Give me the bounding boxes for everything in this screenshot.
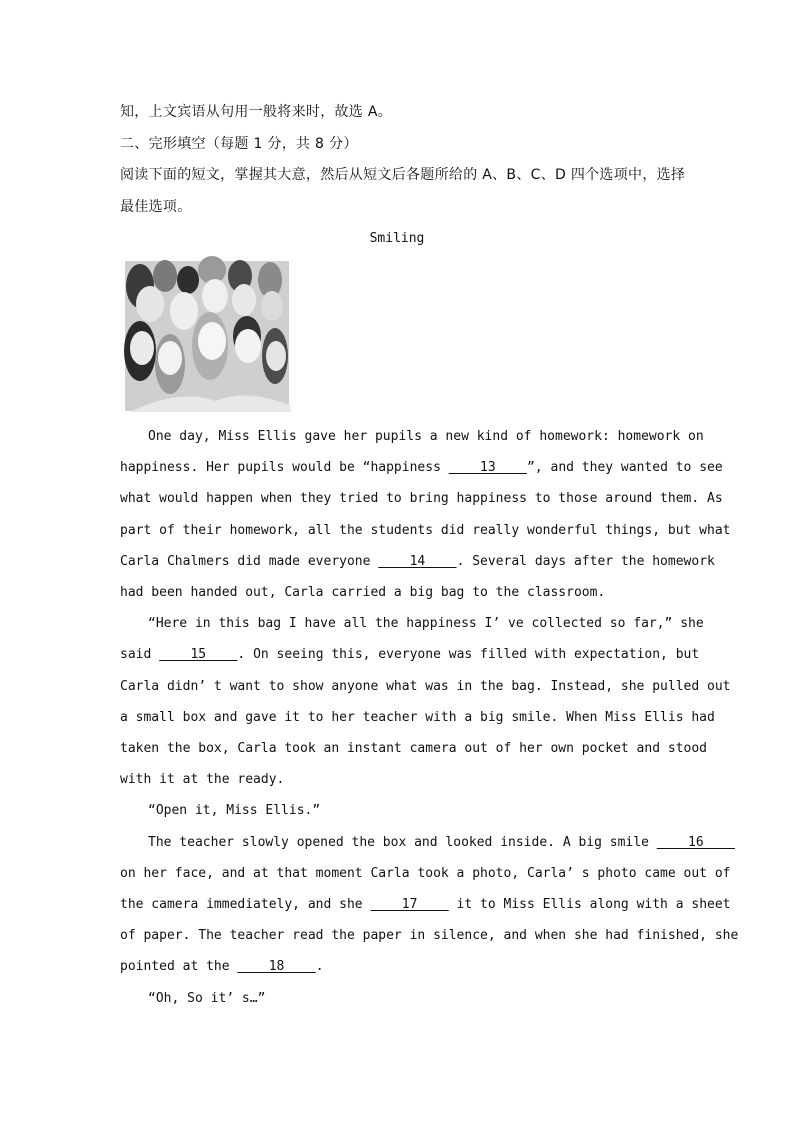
instruction-line-1: 阅读下面的短文，掌握其大意，然后从短文后各题所给的 A、B、C、D 四个选项中，选择: [120, 167, 686, 183]
passage-line-11: taken the box, Carla took an instant camera out of her own pocket and stood: [120, 741, 707, 756]
instruction-line-2: 最佳选项。: [120, 199, 192, 215]
passage-line-3: what would happen when they tried to bring happiness to those around them. As: [120, 491, 723, 506]
passage-line-10: a small box and gave it to her teacher with a big smile. When Miss Ellis had: [120, 710, 715, 725]
passage-line-16: [120, 897, 731, 913]
passage-line-19: “Oh, So it’ s…”: [148, 991, 266, 1006]
passage-line-7: “Here in this bag I have all the happiness I’ ve collected so far,” she: [148, 616, 704, 631]
line-text: . On seeing this, everyone was filled with expectation, but: [237, 647, 700, 662]
blank-16: 16: [656, 835, 736, 850]
blank-14: 14: [378, 554, 457, 569]
passage-line-8: [120, 647, 699, 663]
passage-line-5: [120, 554, 715, 570]
passage-line-6: had been handed out, Carla carried a big bag to the classroom.: [120, 585, 606, 600]
passage-line-9: Carla didn’ t want to show anyone what was in the bag. Instead, she pulled out: [120, 679, 731, 694]
passage-line-14: [148, 835, 735, 851]
passage-title: Smiling: [369, 231, 425, 246]
line-text: the camera immediately, and she: [120, 897, 371, 912]
smiling-people-photo: [120, 256, 291, 412]
header-line-1: 知，上文宾语从句用一般将来时，故选 A。: [120, 104, 393, 120]
passage-line-15: on her face, and at that moment Carla took a photo, Carla’ s photo came out of: [120, 866, 731, 881]
line-text: . Several days after the homework: [456, 554, 715, 569]
section-heading: 二、完形填空（每题 1 分，共 8 分）: [120, 136, 358, 152]
line-text: ”, and they wanted to see: [527, 460, 723, 475]
passage-line-12: with it at the ready.: [120, 772, 285, 787]
passage-line-2: [120, 460, 723, 476]
line-text: it to Miss Ellis along with a sheet: [448, 897, 731, 912]
blank-17: 17: [370, 897, 449, 912]
passage-line-13: “Open it, Miss Ellis.”: [148, 803, 321, 818]
blank-15: 15: [159, 647, 238, 662]
line-text: .: [315, 959, 324, 974]
line-text: Carla Chalmers did made everyone: [120, 554, 379, 569]
passage-line-1: One day, Miss Ellis gave her pupils a new kind of homework: homework on: [148, 429, 704, 444]
passage-line-4: part of their homework, all the students did really wonderful things, but what: [120, 523, 731, 538]
line-text: pointed at the: [120, 959, 238, 974]
blank-18: 18: [237, 959, 316, 974]
passage-line-17: of paper. The teacher read the paper in silence, and when she had finished, she: [120, 928, 739, 943]
line-text: happiness. Her pupils would be “happiness: [120, 460, 449, 475]
line-text: said: [120, 647, 160, 662]
blank-13: 13: [448, 460, 528, 475]
passage-line-18: [120, 959, 324, 975]
line-text: The teacher slowly opened the box and looked inside. A big smile: [148, 835, 657, 850]
